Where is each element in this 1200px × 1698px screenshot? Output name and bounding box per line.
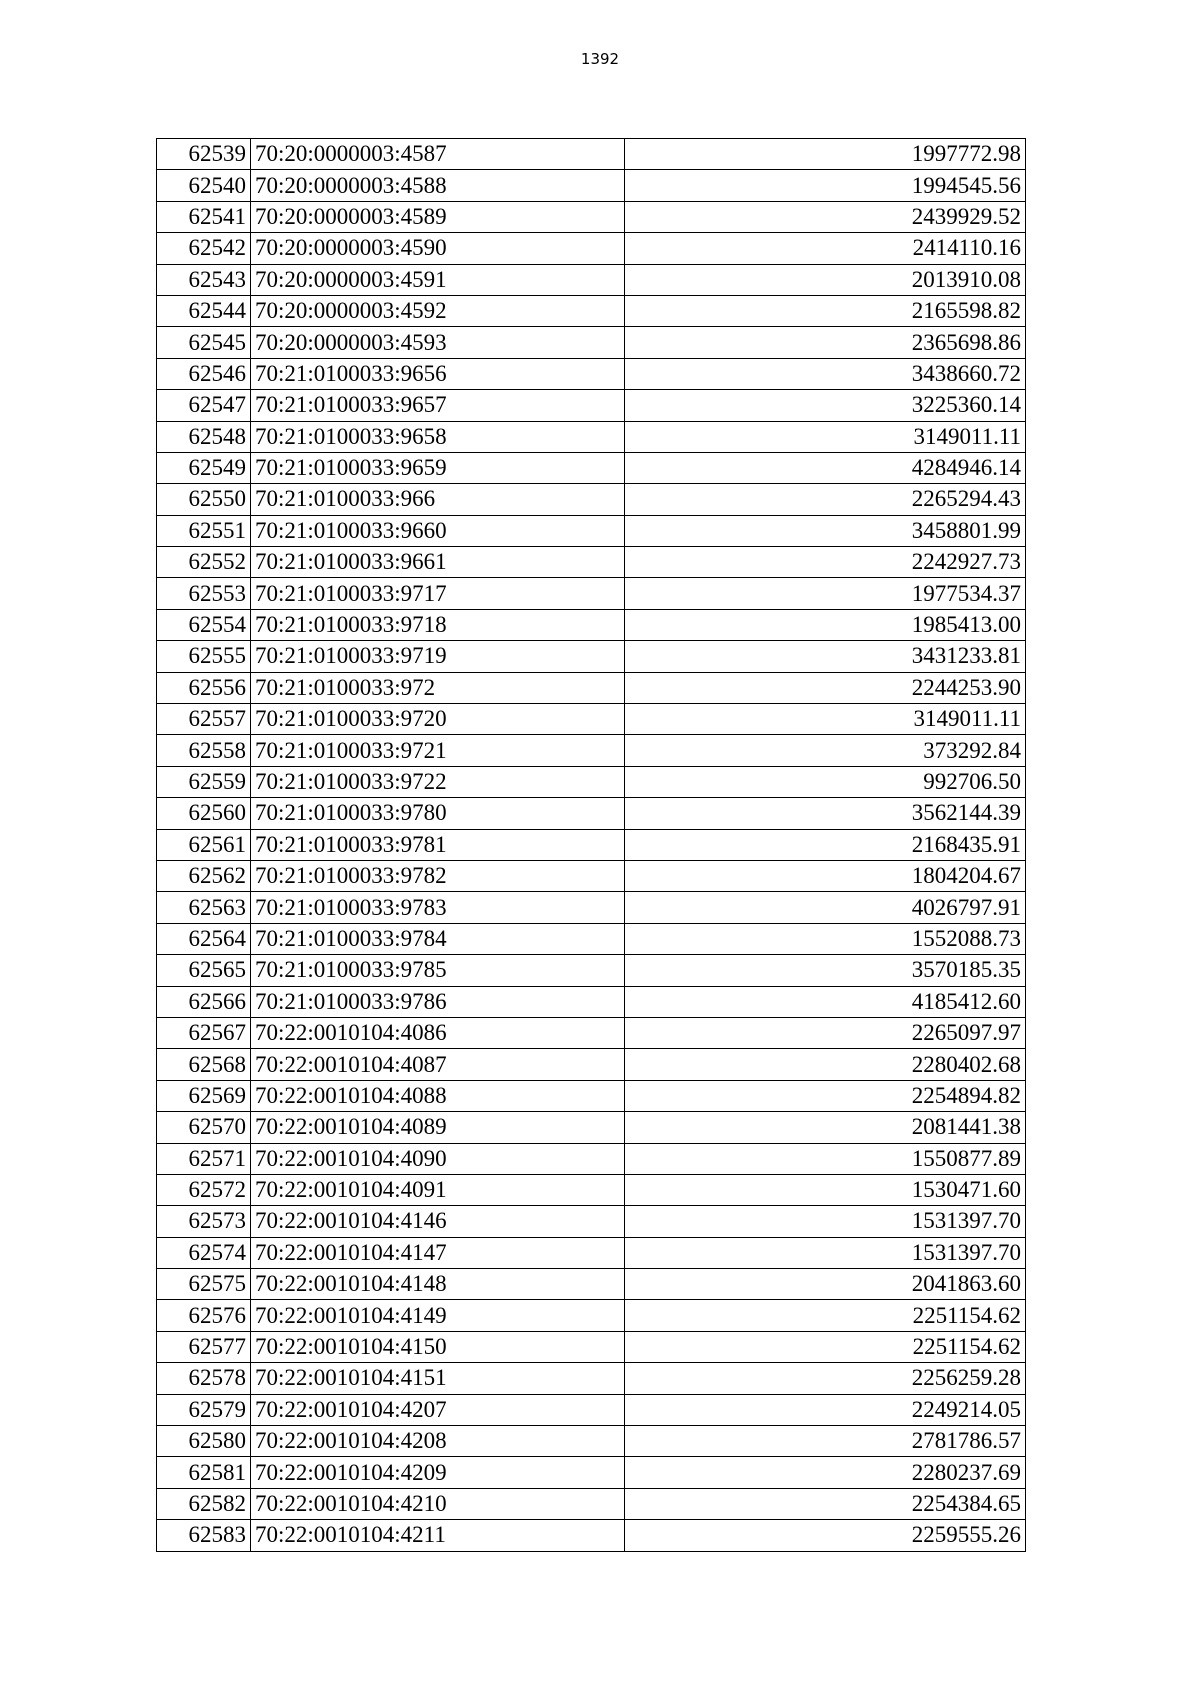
cadastral-value-cell: 2249214.05 bbox=[625, 1394, 1026, 1425]
table-row bbox=[157, 1363, 1026, 1394]
table-row bbox=[157, 515, 1026, 546]
table-row bbox=[157, 735, 1026, 766]
cadastral-number-cell: 70:20:0000003:4591 bbox=[251, 264, 625, 295]
cadastral-number-cell: 70:22:0010104:4209 bbox=[251, 1457, 625, 1488]
cadastral-value-cell: 3570185.35 bbox=[625, 955, 1026, 986]
cadastral-number-cell: 70:21:0100033:9785 bbox=[251, 955, 625, 986]
cadastral-value-cell: 2244253.90 bbox=[625, 672, 1026, 703]
cadastral-number-cell: 70:21:0100033:9781 bbox=[251, 829, 625, 860]
cadastral-value-cell: 3431233.81 bbox=[625, 641, 1026, 672]
table-row bbox=[157, 1457, 1026, 1488]
cadastral-value-cell: 1997772.98 bbox=[625, 139, 1026, 170]
cadastral-number-cell: 70:21:0100033:9656 bbox=[251, 358, 625, 389]
cadastral-number-cell: 70:20:0000003:4587 bbox=[251, 139, 625, 170]
table-row bbox=[157, 201, 1026, 232]
cadastral-number-cell: 70:22:0010104:4150 bbox=[251, 1331, 625, 1362]
table-row bbox=[157, 170, 1026, 201]
cadastral-number-cell: 70:22:0010104:4210 bbox=[251, 1488, 625, 1519]
cadastral-value-cell: 3149011.11 bbox=[625, 704, 1026, 735]
cadastral-number-cell: 70:21:0100033:9718 bbox=[251, 609, 625, 640]
cadastral-value-cell: 1994545.56 bbox=[625, 170, 1026, 201]
cadastral-number-cell: 70:21:0100033:9780 bbox=[251, 798, 625, 829]
row-number-cell: 62544 bbox=[157, 295, 251, 326]
row-number-cell: 62552 bbox=[157, 547, 251, 578]
cadastral-number-cell: 70:22:0010104:4149 bbox=[251, 1300, 625, 1331]
cadastral-value-cell: 3458801.99 bbox=[625, 515, 1026, 546]
cadastral-value-cell: 2254384.65 bbox=[625, 1488, 1026, 1519]
row-number-cell: 62575 bbox=[157, 1269, 251, 1300]
cadastral-value-cell: 1531397.70 bbox=[625, 1206, 1026, 1237]
cadastral-number-cell: 70:21:0100033:972 bbox=[251, 672, 625, 703]
table-row bbox=[157, 1269, 1026, 1300]
row-number-cell: 62564 bbox=[157, 923, 251, 954]
row-number-cell: 62579 bbox=[157, 1394, 251, 1425]
row-number-cell: 62571 bbox=[157, 1143, 251, 1174]
cadastral-value-cell: 2439929.52 bbox=[625, 201, 1026, 232]
cadastral-value-cell: 2365698.86 bbox=[625, 327, 1026, 358]
row-number-cell: 62539 bbox=[157, 139, 251, 170]
cadastral-number-cell: 70:22:0010104:4148 bbox=[251, 1269, 625, 1300]
cadastral-number-cell: 70:22:0010104:4091 bbox=[251, 1174, 625, 1205]
cadastral-number-cell: 70:21:0100033:9786 bbox=[251, 986, 625, 1017]
table-row bbox=[157, 766, 1026, 797]
cadastral-number-cell: 70:22:0010104:4207 bbox=[251, 1394, 625, 1425]
cadastral-number-cell: 70:21:0100033:9782 bbox=[251, 860, 625, 891]
cadastral-value-cell: 2414110.16 bbox=[625, 233, 1026, 264]
table-row bbox=[157, 1143, 1026, 1174]
cadastral-number-cell: 70:21:0100033:9657 bbox=[251, 390, 625, 421]
table-body bbox=[157, 139, 1026, 1552]
cadastral-number-cell: 70:21:0100033:9721 bbox=[251, 735, 625, 766]
cadastral-value-cell: 2251154.62 bbox=[625, 1331, 1026, 1362]
table-row bbox=[157, 139, 1026, 170]
cadastral-value-cell: 2041863.60 bbox=[625, 1269, 1026, 1300]
cadastral-number-cell: 70:21:0100033:966 bbox=[251, 484, 625, 515]
row-number-cell: 62566 bbox=[157, 986, 251, 1017]
cadastral-value-cell: 2259555.26 bbox=[625, 1520, 1026, 1551]
cadastral-value-cell: 992706.50 bbox=[625, 766, 1026, 797]
row-number-cell: 62573 bbox=[157, 1206, 251, 1237]
cadastral-value-cell: 3149011.11 bbox=[625, 421, 1026, 452]
table-row bbox=[157, 955, 1026, 986]
cadastral-number-cell: 70:22:0010104:4208 bbox=[251, 1426, 625, 1457]
cadastral-value-cell: 1550877.89 bbox=[625, 1143, 1026, 1174]
cadastral-value-cell: 4185412.60 bbox=[625, 986, 1026, 1017]
cadastral-value-cell: 2254894.82 bbox=[625, 1080, 1026, 1111]
table-row bbox=[157, 1049, 1026, 1080]
row-number-cell: 62548 bbox=[157, 421, 251, 452]
cadastral-number-cell: 70:22:0010104:4151 bbox=[251, 1363, 625, 1394]
cadastral-number-cell: 70:20:0000003:4592 bbox=[251, 295, 625, 326]
cadastral-number-cell: 70:20:0000003:4589 bbox=[251, 201, 625, 232]
row-number-cell: 62568 bbox=[157, 1049, 251, 1080]
row-number-cell: 62580 bbox=[157, 1426, 251, 1457]
cadastral-value-cell: 2165598.82 bbox=[625, 295, 1026, 326]
cadastral-number-cell: 70:22:0010104:4086 bbox=[251, 1017, 625, 1048]
table-row bbox=[157, 484, 1026, 515]
table-row bbox=[157, 1331, 1026, 1362]
row-number-cell: 62569 bbox=[157, 1080, 251, 1111]
cadastral-number-cell: 70:22:0010104:4089 bbox=[251, 1112, 625, 1143]
row-number-cell: 62559 bbox=[157, 766, 251, 797]
cadastral-number-cell: 70:21:0100033:9783 bbox=[251, 892, 625, 923]
cadastral-value-cell: 3225360.14 bbox=[625, 390, 1026, 421]
row-number-cell: 62546 bbox=[157, 358, 251, 389]
table-row bbox=[157, 233, 1026, 264]
row-number-cell: 62540 bbox=[157, 170, 251, 201]
cadastral-value-cell: 2265294.43 bbox=[625, 484, 1026, 515]
row-number-cell: 62572 bbox=[157, 1174, 251, 1205]
cadastral-number-cell: 70:20:0000003:4588 bbox=[251, 170, 625, 201]
table-row bbox=[157, 327, 1026, 358]
cadastral-value-cell: 4026797.91 bbox=[625, 892, 1026, 923]
table-row bbox=[157, 1206, 1026, 1237]
table-row bbox=[157, 1426, 1026, 1457]
cadastral-number-cell: 70:22:0010104:4088 bbox=[251, 1080, 625, 1111]
cadastral-value-cell: 2251154.62 bbox=[625, 1300, 1026, 1331]
cadastral-number-cell: 70:21:0100033:9722 bbox=[251, 766, 625, 797]
cadastral-value-cell: 2013910.08 bbox=[625, 264, 1026, 295]
table-row bbox=[157, 264, 1026, 295]
cadastral-value-cell: 1804204.67 bbox=[625, 860, 1026, 891]
row-number-cell: 62560 bbox=[157, 798, 251, 829]
row-number-cell: 62583 bbox=[157, 1520, 251, 1551]
table-row bbox=[157, 1394, 1026, 1425]
table-row bbox=[157, 1112, 1026, 1143]
row-number-cell: 62574 bbox=[157, 1237, 251, 1268]
cadastral-number-cell: 70:21:0100033:9658 bbox=[251, 421, 625, 452]
cadastral-value-cell: 1985413.00 bbox=[625, 609, 1026, 640]
cadastral-value-cell: 1530471.60 bbox=[625, 1174, 1026, 1205]
cadastral-number-cell: 70:20:0000003:4593 bbox=[251, 327, 625, 358]
table-row bbox=[157, 1017, 1026, 1048]
table-row bbox=[157, 892, 1026, 923]
table-row bbox=[157, 923, 1026, 954]
row-number-cell: 62551 bbox=[157, 515, 251, 546]
page-number: 1392 bbox=[580, 50, 620, 68]
cadastral-number-cell: 70:22:0010104:4090 bbox=[251, 1143, 625, 1174]
cadastral-value-cell: 3438660.72 bbox=[625, 358, 1026, 389]
cadastral-value-cell: 2280237.69 bbox=[625, 1457, 1026, 1488]
table-row bbox=[157, 798, 1026, 829]
table-row bbox=[157, 1080, 1026, 1111]
cadastral-number-cell: 70:22:0010104:4087 bbox=[251, 1049, 625, 1080]
cadastral-number-cell: 70:21:0100033:9719 bbox=[251, 641, 625, 672]
table-row bbox=[157, 547, 1026, 578]
row-number-cell: 62550 bbox=[157, 484, 251, 515]
cadastral-value-cell: 1552088.73 bbox=[625, 923, 1026, 954]
table-row bbox=[157, 641, 1026, 672]
cadastral-value-cell: 2256259.28 bbox=[625, 1363, 1026, 1394]
cadastral-number-cell: 70:22:0010104:4146 bbox=[251, 1206, 625, 1237]
row-number-cell: 62545 bbox=[157, 327, 251, 358]
cadastral-number-cell: 70:21:0100033:9661 bbox=[251, 547, 625, 578]
row-number-cell: 62556 bbox=[157, 672, 251, 703]
cadastral-value-cell: 2781786.57 bbox=[625, 1426, 1026, 1457]
table-row bbox=[157, 704, 1026, 735]
table-row bbox=[157, 1488, 1026, 1519]
row-number-cell: 62581 bbox=[157, 1457, 251, 1488]
row-number-cell: 62563 bbox=[157, 892, 251, 923]
cadastral-number-cell: 70:21:0100033:9720 bbox=[251, 704, 625, 735]
table-row bbox=[157, 1174, 1026, 1205]
cadastral-value-cell: 2168435.91 bbox=[625, 829, 1026, 860]
row-number-cell: 62554 bbox=[157, 609, 251, 640]
cadastral-value-table bbox=[156, 138, 1026, 1552]
row-number-cell: 62549 bbox=[157, 452, 251, 483]
table-row bbox=[157, 358, 1026, 389]
cadastral-value-cell: 1977534.37 bbox=[625, 578, 1026, 609]
table-row bbox=[157, 1237, 1026, 1268]
row-number-cell: 62547 bbox=[157, 390, 251, 421]
row-number-cell: 62562 bbox=[157, 860, 251, 891]
table-row bbox=[157, 860, 1026, 891]
row-number-cell: 62542 bbox=[157, 233, 251, 264]
row-number-cell: 62577 bbox=[157, 1331, 251, 1362]
table-row bbox=[157, 452, 1026, 483]
cadastral-value-cell: 373292.84 bbox=[625, 735, 1026, 766]
cadastral-value-cell: 3562144.39 bbox=[625, 798, 1026, 829]
row-number-cell: 62553 bbox=[157, 578, 251, 609]
table-row bbox=[157, 390, 1026, 421]
row-number-cell: 62567 bbox=[157, 1017, 251, 1048]
cadastral-number-cell: 70:22:0010104:4147 bbox=[251, 1237, 625, 1268]
row-number-cell: 62582 bbox=[157, 1488, 251, 1519]
cadastral-value-cell: 2081441.38 bbox=[625, 1112, 1026, 1143]
table-row bbox=[157, 829, 1026, 860]
table-row bbox=[157, 1520, 1026, 1551]
cadastral-number-cell: 70:21:0100033:9717 bbox=[251, 578, 625, 609]
cadastral-value-cell: 1531397.70 bbox=[625, 1237, 1026, 1268]
table-row bbox=[157, 986, 1026, 1017]
table-row bbox=[157, 1300, 1026, 1331]
cadastral-value-cell: 2280402.68 bbox=[625, 1049, 1026, 1080]
table-row bbox=[157, 578, 1026, 609]
row-number-cell: 62578 bbox=[157, 1363, 251, 1394]
table-row bbox=[157, 672, 1026, 703]
table-row bbox=[157, 609, 1026, 640]
cadastral-number-cell: 70:21:0100033:9784 bbox=[251, 923, 625, 954]
cadastral-number-cell: 70:20:0000003:4590 bbox=[251, 233, 625, 264]
cadastral-value-cell: 2265097.97 bbox=[625, 1017, 1026, 1048]
row-number-cell: 62558 bbox=[157, 735, 251, 766]
cadastral-number-cell: 70:21:0100033:9659 bbox=[251, 452, 625, 483]
row-number-cell: 62557 bbox=[157, 704, 251, 735]
row-number-cell: 62576 bbox=[157, 1300, 251, 1331]
row-number-cell: 62561 bbox=[157, 829, 251, 860]
row-number-cell: 62570 bbox=[157, 1112, 251, 1143]
row-number-cell: 62541 bbox=[157, 201, 251, 232]
row-number-cell: 62543 bbox=[157, 264, 251, 295]
cadastral-value-cell: 2242927.73 bbox=[625, 547, 1026, 578]
cadastral-value-cell: 4284946.14 bbox=[625, 452, 1026, 483]
row-number-cell: 62555 bbox=[157, 641, 251, 672]
table-row bbox=[157, 421, 1026, 452]
cadastral-number-cell: 70:22:0010104:4211 bbox=[251, 1520, 625, 1551]
row-number-cell: 62565 bbox=[157, 955, 251, 986]
cadastral-number-cell: 70:21:0100033:9660 bbox=[251, 515, 625, 546]
table-row bbox=[157, 295, 1026, 326]
